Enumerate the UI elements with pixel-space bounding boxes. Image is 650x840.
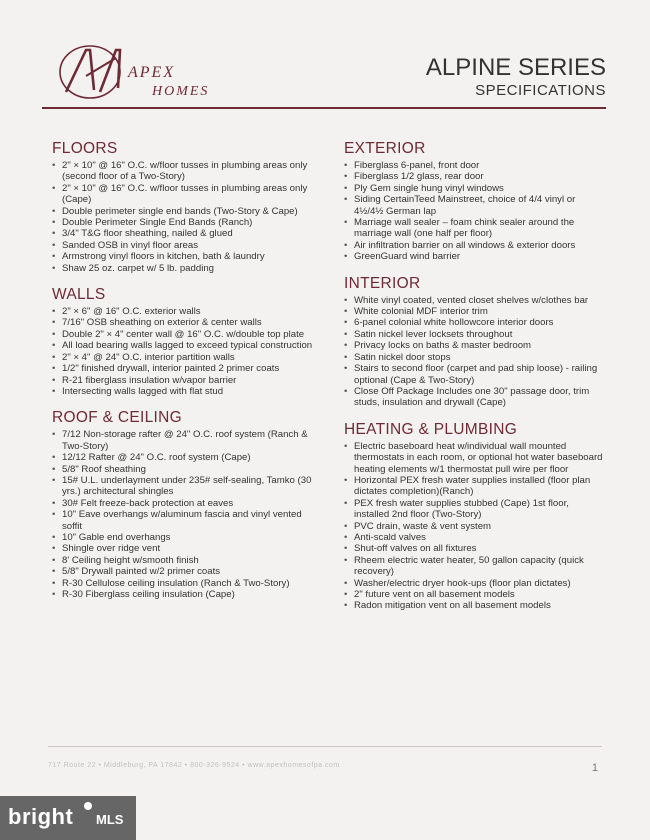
spec-item: • Shingle over ridge vent (52, 543, 320, 554)
spec-list (52, 429, 320, 600)
watermark (0, 796, 136, 840)
spec-item: • R-21 fiberglass insulation w/vapor barrier (52, 375, 320, 386)
spec-list (344, 441, 606, 612)
spec-item: • 5/8" Roof sheathing (52, 464, 320, 475)
section-title: WALLS (52, 286, 106, 304)
spec-list (52, 306, 320, 397)
spec-item: • Siding CertainTeed Mainstreet, choice of 4/4 vinyl or 4½/4½ German lap (344, 194, 606, 217)
spec-item: • Intersecting walls lagged with flat stud (52, 386, 320, 397)
spec-item: • White colonial MDF interior trim (344, 306, 606, 317)
spec-item: • All load bearing walls lagged to exceed typical construction (52, 340, 320, 351)
spec-item: • 2" × 10" @ 16" O.C. w/floor tusses in plumbing areas only (second floor of a Two-Story) (52, 160, 320, 183)
section-roof-and-ceiling (52, 409, 320, 600)
spec-item: • 8' Ceiling height w/smooth finish (52, 555, 320, 566)
spec-item: • Horizontal PEX fresh water supplies installed (floor plan dictates completion)(Ranch) (344, 475, 606, 498)
spec-item: • 15# U.L. underlayment under 235# self-sealing, Tamko (30 yrs.) architectural shingles (52, 475, 320, 498)
spec-item: • R-30 Cellulose ceiling insulation (Ranch & Two-Story) (52, 578, 320, 589)
spec-item: • 2" × 6" @ 16" O.C. exterior walls (52, 306, 320, 317)
watermark-suffix: MLS (96, 812, 124, 827)
section-exterior (344, 140, 606, 263)
spec-item: • Fiberglass 1/2 glass, rear door (344, 171, 606, 182)
spec-item: • Washer/electric dryer hook-ups (floor plan dictates) (344, 578, 606, 589)
page-subtitle: SPECIFICATIONS (475, 82, 606, 99)
section-title: INTERIOR (344, 274, 421, 292)
spec-item: • Sanded OSB in vinyl floor areas (52, 240, 320, 251)
left-column (52, 140, 320, 612)
spec-list (344, 160, 606, 263)
spec-item: • Armstrong vinyl floors in kitchen, bath & laundry (52, 251, 320, 262)
spec-item: • Radon mitigation vent on all basement models (344, 600, 606, 611)
section-title: FLOORS (52, 140, 118, 157)
section-walls (52, 286, 320, 397)
spec-item: • White vinyl coated, vented closet shelves w/clothes bar (344, 295, 606, 306)
spec-item: • 10" Eave overhangs w/aluminum fascia and vinyl vented soffit (52, 509, 320, 532)
spec-item: • 2" × 4" @ 24" O.C. interior partition walls (52, 352, 320, 363)
section-title: EXTERIOR (344, 140, 426, 157)
spec-item: • 7/16" OSB sheathing on exterior & center walls (52, 317, 320, 328)
spec-item: • PVC drain, waste & vent system (344, 521, 606, 532)
spec-item: • Rheem electric water heater, 50 gallon capacity (quick recovery) (344, 555, 606, 578)
spec-item: • 1/2" finished drywall, interior painted 2 primer coats (52, 363, 320, 374)
spec-item: • 7/12 Non-storage rafter @ 24" O.C. roof system (Ranch & Two-Story) (52, 429, 320, 452)
spec-list (52, 160, 320, 274)
section-heating-and-plumbing (344, 421, 606, 612)
section-floors (52, 140, 320, 274)
spec-item: • Satin nickel lever locksets throughout (344, 329, 606, 340)
spec-item: • 12/12 Rafter @ 24" O.C. roof system (Cape) (52, 452, 320, 463)
spec-item: • Electric baseboard heat w/individual wall mounted thermostats in each room, or optional hot water baseboard heating elements w/1 thermostat pull wire per floor (344, 441, 606, 475)
header-divider (42, 107, 606, 109)
spec-item: • Satin nickel door stops (344, 352, 606, 363)
spec-item: • Marriage wall sealer – foam chink sealer around the marriage wall (one half per floor) (344, 217, 606, 240)
spec-item: • Privacy locks on baths & master bedroom (344, 340, 606, 351)
spec-item: • 10" Gable end overhangs (52, 532, 320, 543)
footer-address: 717 Route 22 • Middleburg, PA 17842 • 800-326-9524 • www.apexhomesofpa.com (48, 762, 340, 769)
spec-item: • 2" × 10" @ 16" O.C. w/floor tusses in plumbing areas only (Cape) (52, 183, 320, 206)
spec-item: • Ply Gem single hung vinyl windows (344, 183, 606, 194)
spec-item: • 3/4" T&G floor sheathing, nailed & glued (52, 228, 320, 239)
section-title: ROOF & CEILING (52, 409, 182, 427)
spec-list (344, 295, 606, 409)
spec-item: • Shut-off valves on all fixtures (344, 543, 606, 554)
spec-item: • PEX fresh water supplies stubbed (Cape) 1st floor, installed 2nd floor (Two-Story) (344, 498, 606, 521)
watermark-dot-icon (84, 802, 92, 810)
page-title: ALPINE SERIES (425, 54, 606, 81)
spec-item: • Shaw 25 oz. carpet w/ 5 lb. padding (52, 263, 320, 274)
page-number: 1 (591, 762, 598, 774)
spec-item: • R-30 Fiberglass ceiling insulation (Cape) (52, 589, 320, 600)
spec-item: • Stairs to second floor (carpet and pad ship loose) - railing optional (Cape & Two-Story) (344, 363, 606, 386)
spec-item: • Double 2" × 4" center wall @ 16" O.C. w/double top plate (52, 329, 320, 340)
spec-item: • Fiberglass 6-panel, front door (344, 160, 606, 171)
watermark-text: bright (8, 804, 74, 829)
spec-item: • 2" future vent on all basement models (344, 589, 606, 600)
spec-item: • 6-panel colonial white hollowcore interior doors (344, 317, 606, 328)
footer-divider (48, 746, 602, 747)
spec-item: • 30# Felt freeze-back protection at eaves (52, 498, 320, 509)
spec-item: • Air infiltration barrier on all windows & exterior doors (344, 240, 606, 251)
spec-item: • 5/8" Drywall painted w/2 primer coats (52, 566, 320, 577)
brand-name-line1: APEX (128, 64, 176, 81)
spec-item: • Double perimeter single end bands (Two-Story & Cape) (52, 206, 320, 217)
section-title: HEATING & PLUMBING (344, 420, 518, 438)
spec-item: • GreenGuard wind barrier (344, 251, 606, 262)
apex-homes-logo-icon (56, 40, 128, 102)
brand-name-line2: HOMES (152, 84, 210, 99)
right-column (344, 140, 606, 624)
spec-item: • Close Off Package Includes one 30" passage door, trim studs, insulation and drywall (Cape) (344, 386, 606, 409)
spec-item: • Double Perimeter Single End Bands (Ranch) (52, 217, 320, 228)
spec-item: • Anti-scald valves (344, 532, 606, 543)
section-interior (344, 275, 606, 409)
